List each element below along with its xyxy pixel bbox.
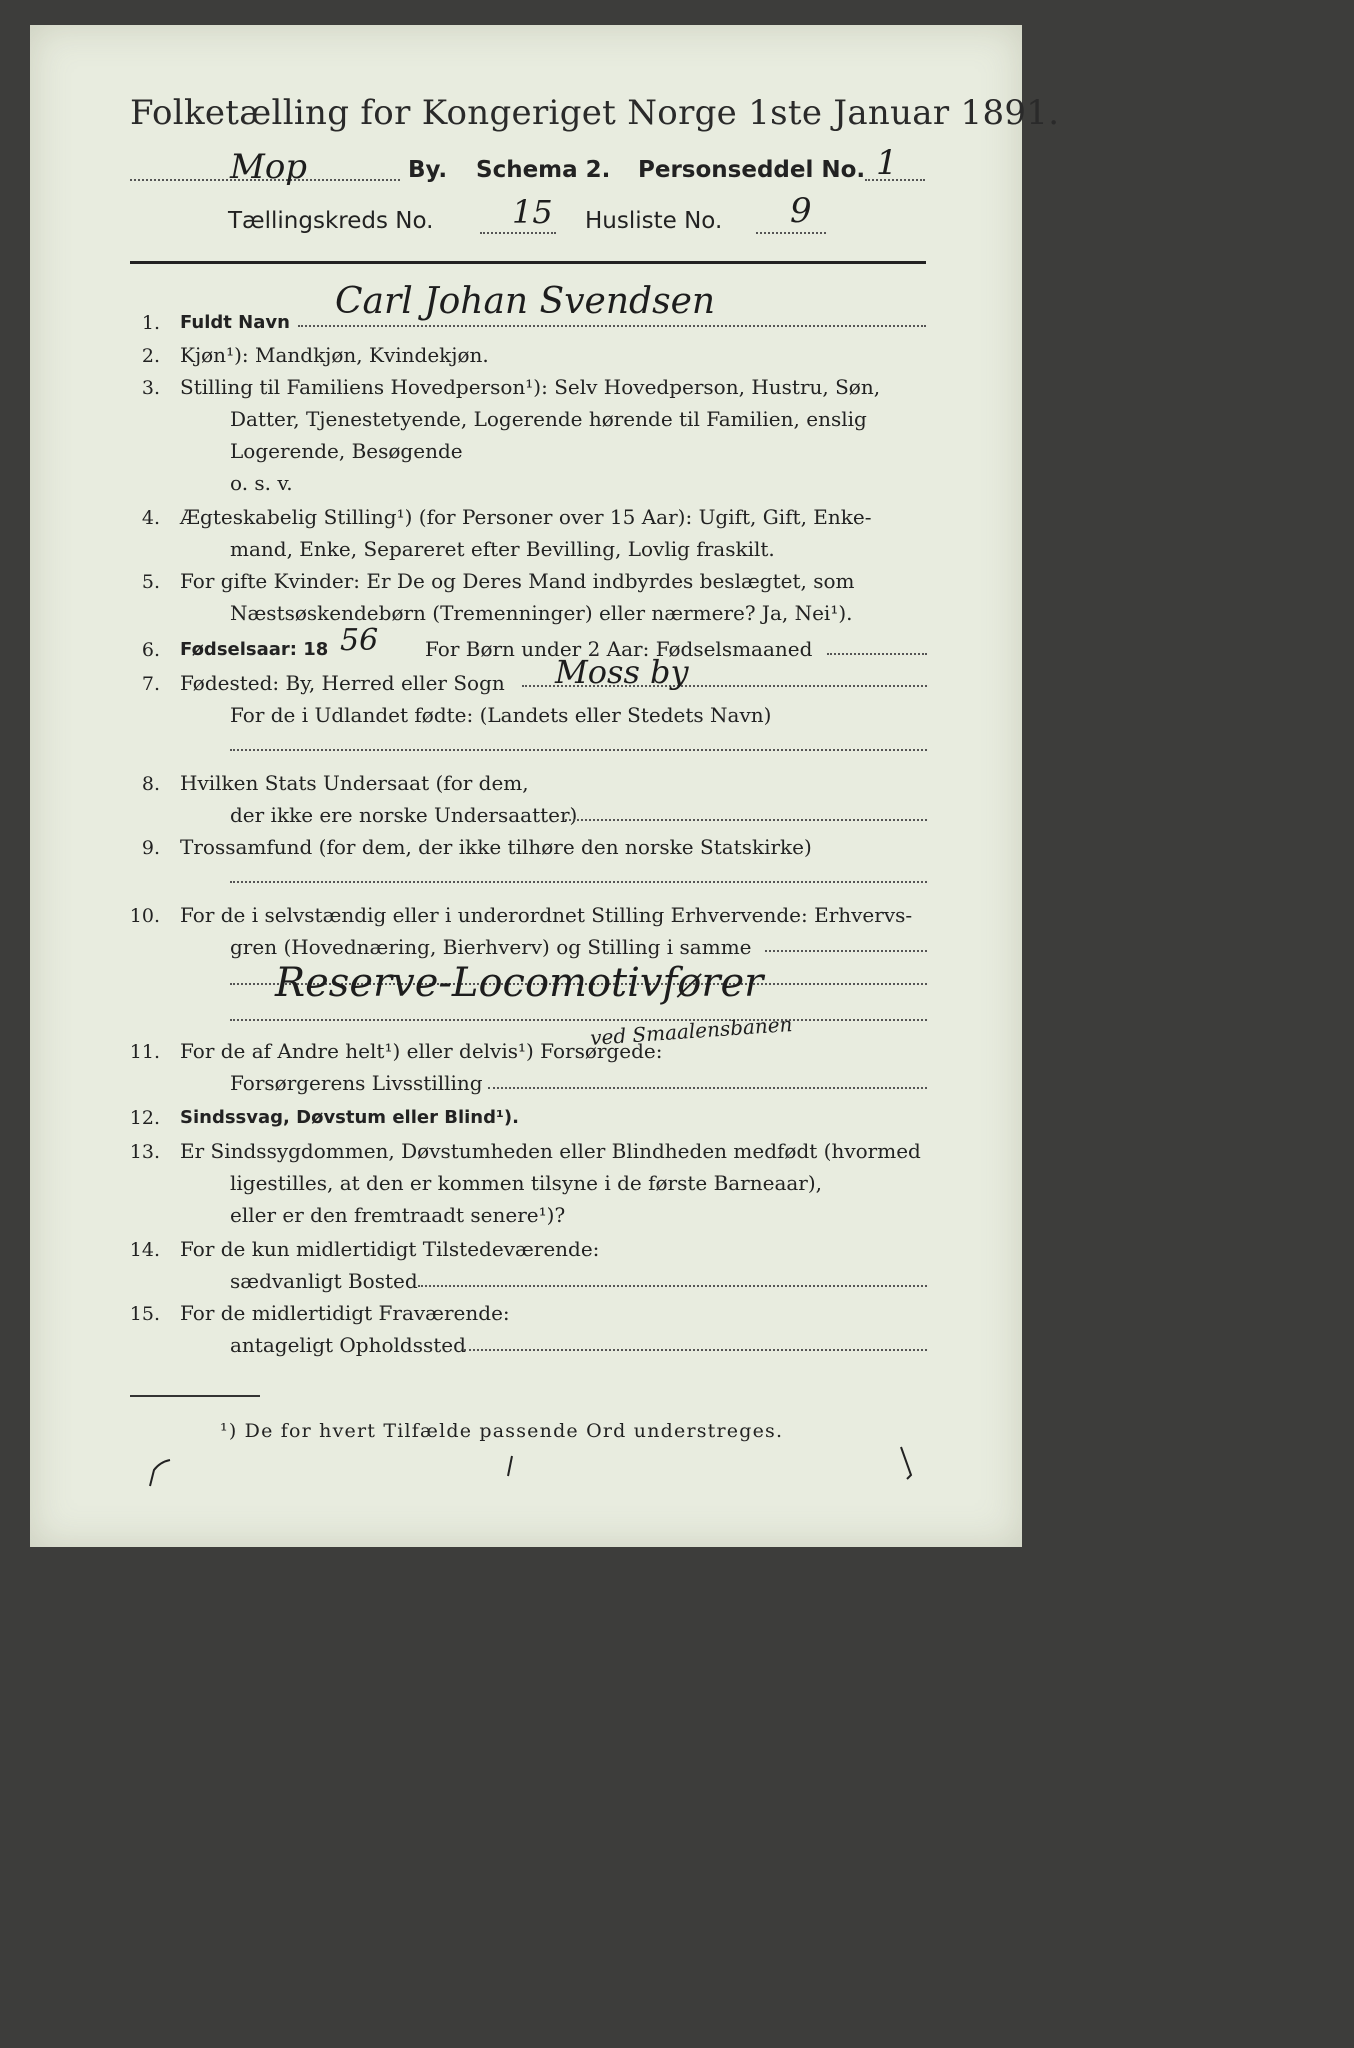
field-13-line-2: ligestilles, at den er kommen tilsyne i de første Barneaar), bbox=[230, 1171, 823, 1195]
field-9-text: Trossamfund (for dem, der ikke tilhøre den norske Statskirke) bbox=[180, 835, 812, 859]
field-8-line-1: Hvilken Stats Undersaat (for dem, bbox=[180, 771, 529, 795]
footnote-text: ¹) De for hvert Tilfælde passende Ord understreges. bbox=[220, 1420, 784, 1442]
footnote-rule bbox=[130, 1395, 260, 1397]
husliste-number: 9 bbox=[790, 191, 812, 231]
census-form bbox=[30, 25, 1060, 1547]
field-10-line-2: gren (Hovednæring, Bierhverv) og Stilling i samme bbox=[230, 935, 752, 959]
field-15-line-2: antageligt Opholdssted bbox=[230, 1333, 466, 1357]
field-8-line-2: der ikke ere norske Undersaatter) bbox=[230, 803, 578, 827]
field-14-line-2: sædvanligt Bosted bbox=[230, 1269, 418, 1293]
field-7-line-2: For de i Udlandet fødte: (Landets eller Stedets Navn) bbox=[230, 703, 772, 727]
field-3-line-4: o. s. v. bbox=[230, 471, 293, 495]
field-4-number: 4. bbox=[141, 507, 160, 529]
field-13-line-3: eller er den fremtraadt senere¹)? bbox=[230, 1203, 566, 1227]
tellingskreds-label: Tællingskreds No. bbox=[228, 208, 434, 234]
occupation-note-handwritten: ved Smaalensbanen bbox=[589, 1011, 794, 1051]
field-7-number: 7. bbox=[141, 673, 160, 695]
field-10-dotted-line-3 bbox=[230, 1019, 927, 1021]
field-15-dotted-line bbox=[464, 1349, 927, 1351]
field-2-text: Kjøn¹): Mandkjøn, Kvindekjøn. bbox=[180, 343, 489, 367]
field-6-birthyear-label: Fødselsaar: 18 bbox=[180, 639, 329, 660]
by-label: By. bbox=[408, 157, 448, 183]
field-10-dotted-line-1 bbox=[765, 950, 927, 952]
field-11-line-1: For de af Andre helt¹) eller delvis¹) Forsørgede: bbox=[180, 1039, 663, 1063]
name-handwritten: Carl Johan Svendsen bbox=[335, 281, 716, 322]
field-4-line-1: Ægteskabelig Stilling¹) (for Personer over 15 Aar): Ugift, Gift, Enke- bbox=[180, 505, 872, 529]
header-rule bbox=[130, 261, 926, 264]
field-11-line-2: Forsørgerens Livsstilling bbox=[230, 1071, 483, 1095]
field-1-number: 1. bbox=[141, 312, 160, 334]
field-3-line-3: Logerende, Besøgende bbox=[230, 439, 463, 463]
by-handwritten: Mop bbox=[230, 147, 308, 187]
occupation-handwritten: Reserve-Locomotivfører bbox=[275, 960, 764, 1006]
field-3-line-1: Stilling til Familiens Hovedperson¹): Selv Hovedperson, Hustru, Søn, bbox=[180, 375, 881, 399]
field-8-number: 8. bbox=[141, 773, 160, 795]
husliste-label: Husliste No. bbox=[585, 208, 723, 234]
field-13-line-1: Er Sindssygdommen, Døvstumheden eller Blindheden medfødt (hvormed bbox=[180, 1139, 921, 1163]
field-11-number: 11. bbox=[129, 1041, 160, 1063]
field-14-number: 14. bbox=[129, 1239, 160, 1261]
field-14-line-1: For de kun midlertidigt Tilstedeværende: bbox=[180, 1237, 600, 1261]
field-15-line-1: For de midlertidigt Fraværende: bbox=[180, 1301, 510, 1325]
field-7-line-1: Fødested: By, Herred eller Sogn bbox=[180, 671, 505, 695]
field-15-number: 15. bbox=[129, 1303, 160, 1325]
tellingskreds-number: 15 bbox=[512, 193, 553, 231]
field-2-number: 2. bbox=[141, 345, 160, 367]
field-11-dotted-line bbox=[488, 1087, 927, 1089]
field-6-dotted-line bbox=[827, 653, 927, 655]
field-12-number: 12. bbox=[129, 1107, 160, 1129]
field-8-dotted-line bbox=[565, 819, 927, 821]
field-12-text: Sindssvag, Døvstum eller Blind¹). bbox=[180, 1107, 519, 1128]
birth-year-handwritten: 56 bbox=[340, 623, 379, 658]
field-5-number: 5. bbox=[141, 571, 160, 593]
field-14-dotted-line bbox=[418, 1285, 927, 1287]
field-6-birthmonth-label: For Børn under 2 Aar: Fødselsmaaned bbox=[425, 637, 813, 661]
personseddel-label: Personseddel No. bbox=[638, 157, 866, 183]
corner-mark-center bbox=[500, 1450, 520, 1480]
field-9-dotted-line bbox=[230, 881, 927, 883]
form-title: Folketælling for Kongeriget Norge 1ste Januar 1891. bbox=[130, 93, 1060, 133]
tellingskreds-dotted-line bbox=[480, 232, 556, 234]
birthplace-handwritten: Moss by bbox=[555, 653, 689, 691]
field-5-line-1: For gifte Kvinder: Er De og Deres Mand indbyrdes beslægtet, som bbox=[180, 569, 855, 593]
schema-label: Schema 2. bbox=[476, 157, 611, 183]
field-1-label: Fuldt Navn bbox=[180, 312, 290, 333]
field-13-number: 13. bbox=[129, 1141, 160, 1163]
field-10-line-1: For de i selvstændig eller i underordnet Stilling Erhvervende: Erhvervs- bbox=[180, 903, 913, 927]
field-10-number: 10. bbox=[129, 905, 160, 927]
corner-mark-right bbox=[895, 1443, 919, 1483]
field-4-line-2: mand, Enke, Separeret efter Bevilling, Lovlig fraskilt. bbox=[230, 537, 775, 561]
field-5-line-2: Næstsøskendebørn (Tremenninger) eller nærmere? Ja, Nei¹). bbox=[230, 601, 853, 625]
field-6-number: 6. bbox=[141, 639, 160, 661]
field-9-number: 9. bbox=[141, 837, 160, 859]
personseddel-number: 1 bbox=[876, 143, 898, 183]
corner-mark-left bbox=[140, 1450, 180, 1490]
personseddel-dotted-line bbox=[865, 179, 925, 181]
field-3-line-2: Datter, Tjenestetyende, Logerende hørende til Familien, enslig bbox=[230, 407, 867, 431]
field-7-foreign-dotted-line bbox=[230, 749, 927, 751]
field-3-number: 3. bbox=[141, 377, 160, 399]
husliste-dotted-line bbox=[756, 232, 826, 234]
field-1-dotted-line bbox=[298, 325, 926, 327]
